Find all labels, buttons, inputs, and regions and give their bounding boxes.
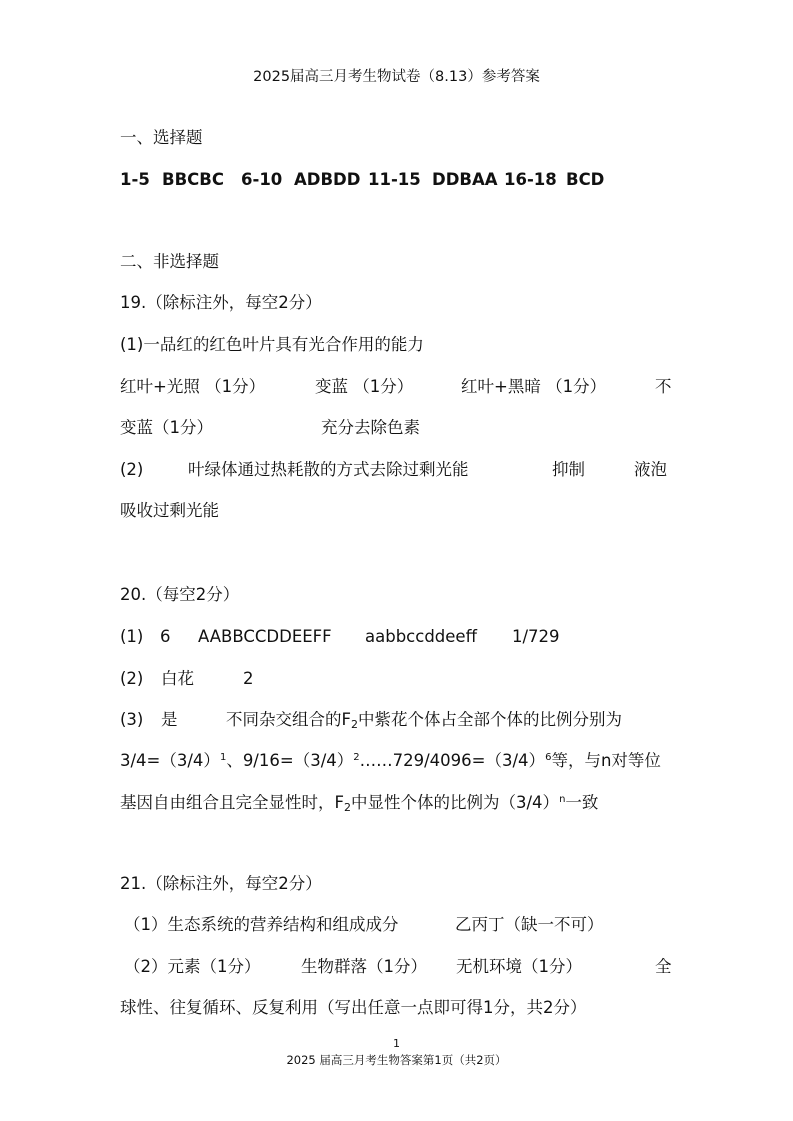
answer-blank: 液泡: [634, 460, 667, 479]
answer-blank: 乙丙丁（缺一不可）: [455, 915, 604, 934]
q21-heading: 21.（除标注外，每空2分）: [120, 874, 322, 893]
section1-heading: 一、选择题: [120, 128, 203, 147]
answer-blank: （1）生态系统的营养结构和组成成分: [124, 915, 399, 934]
page-footer: 2025 届高三月考生物答案第1页（共2页）: [286, 1053, 507, 1067]
answer-blank: 白花: [161, 669, 194, 688]
choice-answer: BCD: [566, 170, 605, 189]
answer-blank: 是: [161, 710, 178, 729]
answer-blank: AABBCCDDEEFF: [198, 627, 332, 646]
choice-range: 1-5: [120, 170, 150, 189]
choice-answer: BBCBC: [162, 170, 224, 189]
answer-blank: 变蓝 （1分）: [315, 377, 414, 396]
choice-range: 16-18: [504, 170, 557, 189]
q20-line5: 基因自由组合且完全显性时，$F_2$中显性个体的比例为$(3/4)^n$一致: [120, 793, 599, 814]
page-title: 2025届高三月考生物试卷（8.13）参考答案: [253, 69, 540, 85]
choice-range: 6-10: [241, 170, 283, 189]
answer-blank: aabbccddeeff: [365, 627, 477, 646]
answer-blank: （2）元素（1分）: [124, 957, 261, 976]
answer-blank: 充分去除色素: [321, 418, 420, 437]
choice-answer: DDBAA: [432, 170, 498, 189]
q21-line3: 球性、往复循环、反复利用（写出任意一点即可得1分，共2分）: [120, 998, 587, 1017]
answer-blank: 不: [655, 377, 672, 396]
answer-blank: 抑制: [552, 460, 585, 479]
choice-range: 11-15: [368, 170, 421, 189]
page-number: 1: [393, 1037, 400, 1050]
answer-blank: 变蓝（1分）: [120, 418, 213, 437]
answer-blank: 红叶+黑暗 （1分）: [461, 377, 607, 396]
answer-blank: 叶绿体通过热耗散的方式去除过剩光能: [188, 460, 469, 479]
choice-answer: ADBDD: [294, 170, 361, 189]
sub-question-label: (2): [120, 669, 144, 688]
answer-blank: 6: [160, 627, 171, 646]
q19-line1: (1)一品红的红色叶片具有光合作用的能力: [120, 335, 424, 354]
sub-question-label: (2): [120, 460, 144, 479]
sub-question-label: (1): [120, 627, 144, 646]
q20-heading: 20.（每空2分）: [120, 585, 240, 604]
answer-blank: 红叶+光照 （1分）: [120, 377, 266, 396]
answer-explanation: 不同杂交组合的$F_2$中紫花个体占全部个体的比例分别为: [226, 710, 622, 731]
section2-heading: 二、非选择题: [120, 252, 219, 271]
q19-heading: 19.（除标注外，每空2分）: [120, 293, 322, 312]
answer-blank: 生物群落（1分）: [301, 957, 427, 976]
q20-line4: $3/4=(3/4)^1$、$9/16=(3/4)^2\dots\dots 729/4096=(3/4)^6$等，与n对等位: [120, 751, 661, 770]
answer-blank: 无机环境（1分）: [456, 957, 582, 976]
sub-question-label: (3): [120, 710, 144, 729]
answer-blank: 1/729: [512, 627, 560, 646]
answer-blank: 2: [243, 669, 254, 688]
q19-line5: 吸收过剩光能: [120, 501, 219, 520]
answer-blank: 全: [655, 957, 672, 976]
